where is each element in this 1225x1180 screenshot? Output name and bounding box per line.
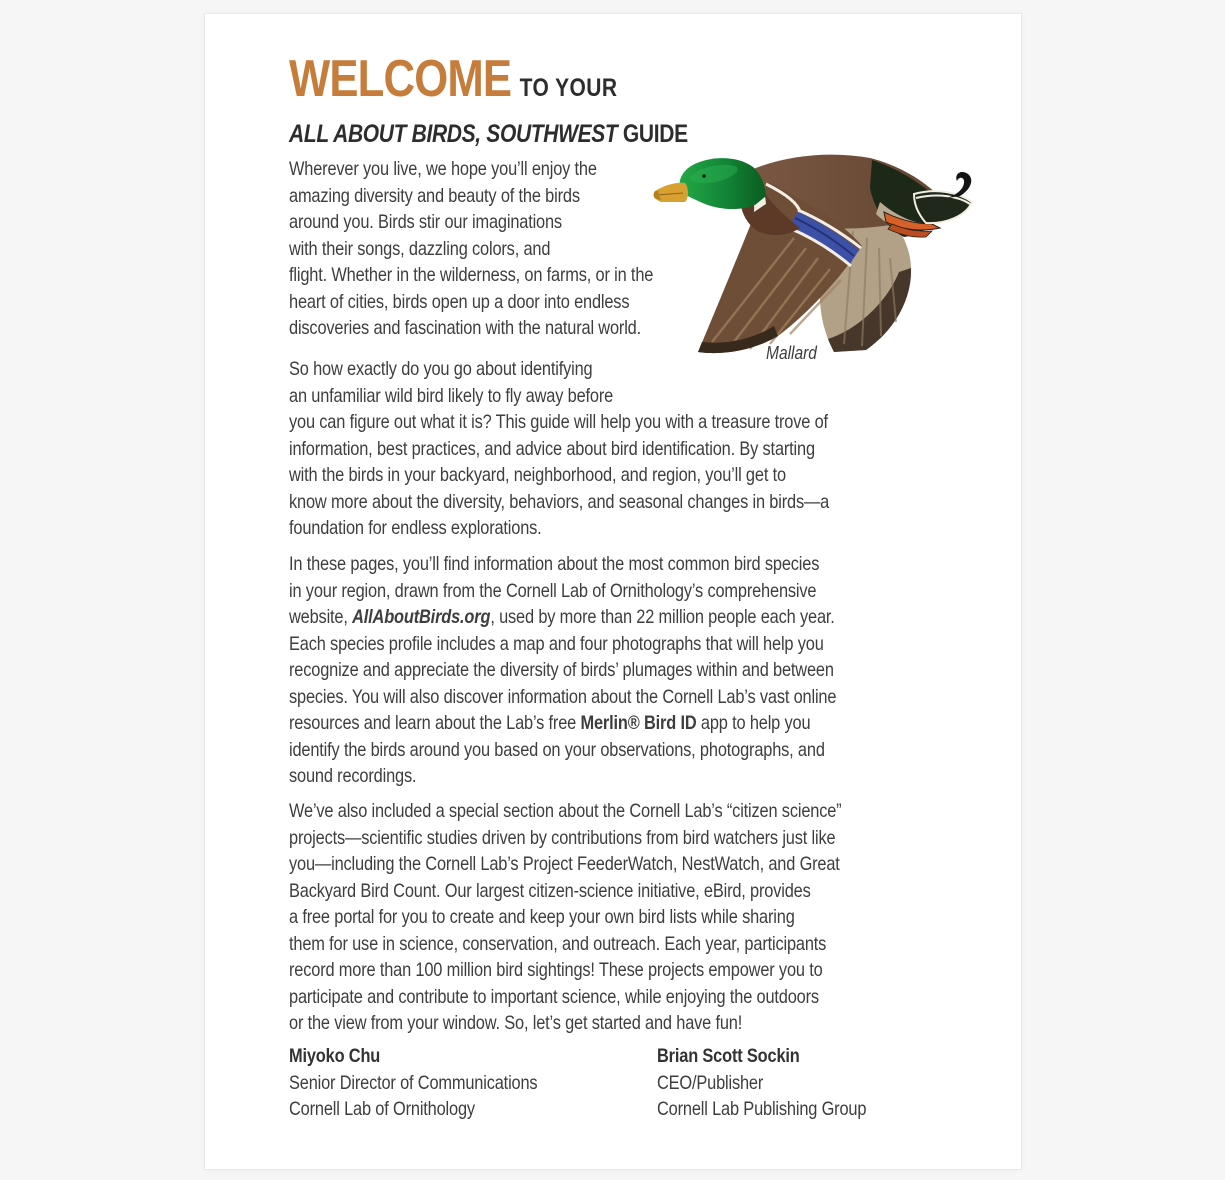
text-line: an unfamiliar wild bird likely to fly away before [289,384,614,407]
title-line-2 [289,118,688,150]
text-line: So how exactly do you go about identifying [289,358,593,380]
text-line: amazing diversity and beauty of the birds [289,184,580,207]
signature-right-role: CEO/Publisher [657,1071,764,1094]
paragraph-citizen-science [289,798,944,1037]
text-line: around you. Birds stir our imaginations [289,211,562,233]
signature-right-name: Brian Scott Sockin [657,1045,800,1067]
text-line: foundation for endless explorations. [289,517,542,539]
text-line: In these pages, you’ll find information about the most common bird species [289,553,820,575]
paragraph-species-profiles [289,551,944,790]
text-line: with their songs, dazzling colors, and [289,237,551,260]
duck-eye [702,174,706,178]
text-line: projects—scientific studies driven by contributions from bird watchers just like [289,826,836,849]
text-line: identify the birds around you based on your observations, photographs, and [289,738,825,761]
signature-left-name: Miyoko Chu [289,1045,381,1067]
text-line: sound recordings. [289,765,417,787]
signature-right [657,1043,866,1123]
text-line: recognize and appreciate the diversity of birds’ plumages within and between [289,659,834,681]
text-line: We’ve also included a special section about the Cornell Lab’s “citizen science” [289,800,842,822]
text-line: resources and learn about the Lab’s free Merlin® Bird ID app to help you [289,712,811,734]
signature-left-org: Cornell Lab of Ornithology [289,1098,475,1120]
text-line: you—including the Cornell Lab’s Project FeederWatch, NestWatch, and Great [289,853,840,875]
text-line: species. You will also discover information about the Cornell Lab’s vast online [289,685,837,708]
text-line: in your region, drawn from the Cornell Lab of Ornithology’s comprehensive [289,579,817,602]
mallard-illustration [648,146,978,361]
mallard-drawing [648,146,978,361]
title-series-name: ALL ABOUT BIRDS, SOUTHWEST [289,120,618,148]
signature-left-role: Senior Director of Communications [289,1071,538,1094]
title-welcome: WELCOME [289,50,512,108]
duck-head [680,158,766,209]
text-line: you can figure out what it is? This guide will help you with a treasure trove of [289,411,828,433]
text-line: Each species profile includes a map and four photographs that will help you [289,632,824,655]
page-title [289,50,764,150]
signature-left [289,1043,537,1123]
signature-right-org: Cornell Lab Publishing Group [657,1098,867,1120]
paragraph-identifying [289,356,944,542]
text-line: flight. Whether in the wilderness, on farms, or in the [289,264,654,286]
title-line-1 [289,50,688,117]
text-line: know more about the diversity, behaviors, and seasonal changes in birds—a [289,490,830,513]
text-line: heart of cities, birds open up a door into endless [289,290,630,313]
text-line: Backyard Bird Count. Our largest citizen-science initiative, eBird, provides [289,879,811,902]
text-line: participate and contribute to important science, while enjoying the outdoors [289,985,819,1008]
book-page [204,13,1022,1170]
mallard-caption: Mallard [766,342,817,363]
text-line: record more than 100 million bird sightings! These projects empower you to [289,959,823,981]
text-line: Wherever you live, we hope you’ll enjoy the [289,158,597,180]
text-line: a free portal for you to create and keep your own bird lists while sharing [289,906,795,928]
text-line: website, AllAboutBirds.org, used by more than 22 million people each year. [289,606,835,628]
duck-bill [654,183,688,202]
duck-tail [914,191,972,223]
text-line: with the birds in your backyard, neighborhood, and region, you’ll get to [289,464,786,486]
text-line: or the view from your window. So, let’s get started and have fun! [289,1012,743,1034]
title-guide-word: GUIDE [617,120,688,148]
text-line: information, best practices, and advice about bird identification. By starting [289,437,815,460]
text-line: discoveries and fascination with the natural world. [289,317,641,339]
text-line: them for use in science, conservation, and outreach. Each year, participants [289,932,827,955]
title-to-your: TO YOUR [519,74,618,102]
